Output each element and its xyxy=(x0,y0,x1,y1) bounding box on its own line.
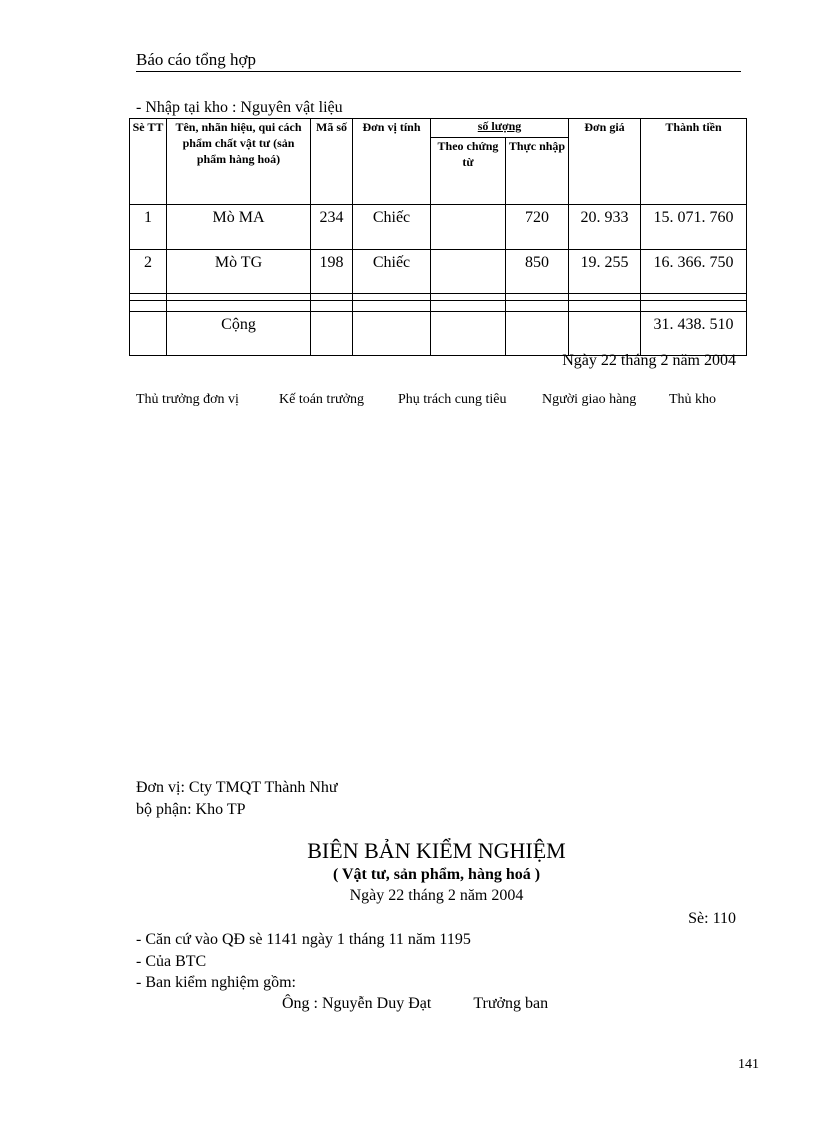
header-unit: Đơn vị tính xyxy=(353,119,431,205)
row-stt: 1 xyxy=(130,205,167,250)
row-price: 19. 255 xyxy=(569,250,641,294)
goods-receipt-table xyxy=(129,118,747,356)
signature-chief-accountant: Kế toán trưởng xyxy=(279,392,364,407)
row-unit: Chiếc xyxy=(353,250,431,294)
header-qty-actual: Thực nhập xyxy=(506,138,569,205)
row-total: 16. 366. 750 xyxy=(641,250,747,294)
basis-line: - Của BTC xyxy=(136,953,207,970)
department-info: bộ phận: Kho TP xyxy=(136,801,246,818)
document-subtitle: ( Vật tư, sản phẩm, hàng hoá ) xyxy=(332,866,541,883)
signature-unit-head: Thủ trưởng đơn vị xyxy=(136,392,239,407)
unit-info: Đơn vị: Cty TMQT Thành Như xyxy=(136,779,338,796)
header-price: Đơn giá xyxy=(569,119,641,205)
row-code: 198 xyxy=(311,250,353,294)
row-name: Mò MA xyxy=(167,205,311,250)
basis-line: - Ban kiểm nghiệm gồm: xyxy=(136,974,296,991)
row-qty-doc xyxy=(431,205,506,250)
document-date: Ngày 22 tháng 2 năm 2004 xyxy=(349,887,524,904)
row-stt: 2 xyxy=(130,250,167,294)
empty-row xyxy=(130,294,747,301)
header-quantity-group xyxy=(431,119,569,138)
total-row xyxy=(130,312,747,356)
member-name: Ông : Nguyễn Duy Đạt xyxy=(282,995,432,1012)
row-unit: Chiếc xyxy=(353,205,431,250)
total-amount: 31. 438. 510 xyxy=(641,312,747,356)
header-code: Mã số xyxy=(311,119,353,205)
row-name: Mò TG xyxy=(167,250,311,294)
basis-line: - Căn cứ vào QĐ sè 1141 ngày 1 tháng 11 năm 1195 xyxy=(136,931,471,948)
table-row xyxy=(130,205,747,250)
section-title: - Nhập tại kho : Nguyên vật liệu xyxy=(136,99,343,116)
empty-row xyxy=(130,301,747,312)
row-price: 20. 933 xyxy=(569,205,641,250)
header-total: Thành tiền xyxy=(641,119,747,205)
row-code: 234 xyxy=(311,205,353,250)
header-stt: Sè TT xyxy=(130,119,167,205)
document-title: BIÊN BẢN KIỂM NGHIỆM xyxy=(307,838,566,863)
row-qty-actual: 850 xyxy=(506,250,569,294)
table-row xyxy=(130,250,747,294)
report-header-title: Báo cáo tổng hợp xyxy=(136,50,256,69)
member-role: Trưởng ban xyxy=(473,995,549,1012)
receipt-date: Ngày 22 tháng 2 năm 2004 xyxy=(562,352,736,369)
header-quantity-label: số lượng xyxy=(477,119,522,133)
header-divider xyxy=(136,71,741,72)
document-serial: Sè: 110 xyxy=(688,910,736,927)
row-qty-doc xyxy=(431,250,506,294)
header-name: Tên, nhãn hiệu, qui cách phẩm chất vật tư (sản phẩm hàng hoá) xyxy=(167,119,311,205)
total-label: Cộng xyxy=(167,312,311,356)
signature-supply-manager: Phụ trách cung tiêu xyxy=(398,392,507,407)
committee-member xyxy=(282,995,548,1013)
header-qty-doc: Theo chứng từ xyxy=(431,138,506,205)
page-number: 141 xyxy=(738,1057,759,1072)
row-total: 15. 071. 760 xyxy=(641,205,747,250)
row-qty-actual: 720 xyxy=(506,205,569,250)
signature-row xyxy=(136,392,736,408)
signature-storekeeper: Thủ kho xyxy=(669,392,717,407)
signature-deliverer: Người giao hàng xyxy=(542,392,637,407)
